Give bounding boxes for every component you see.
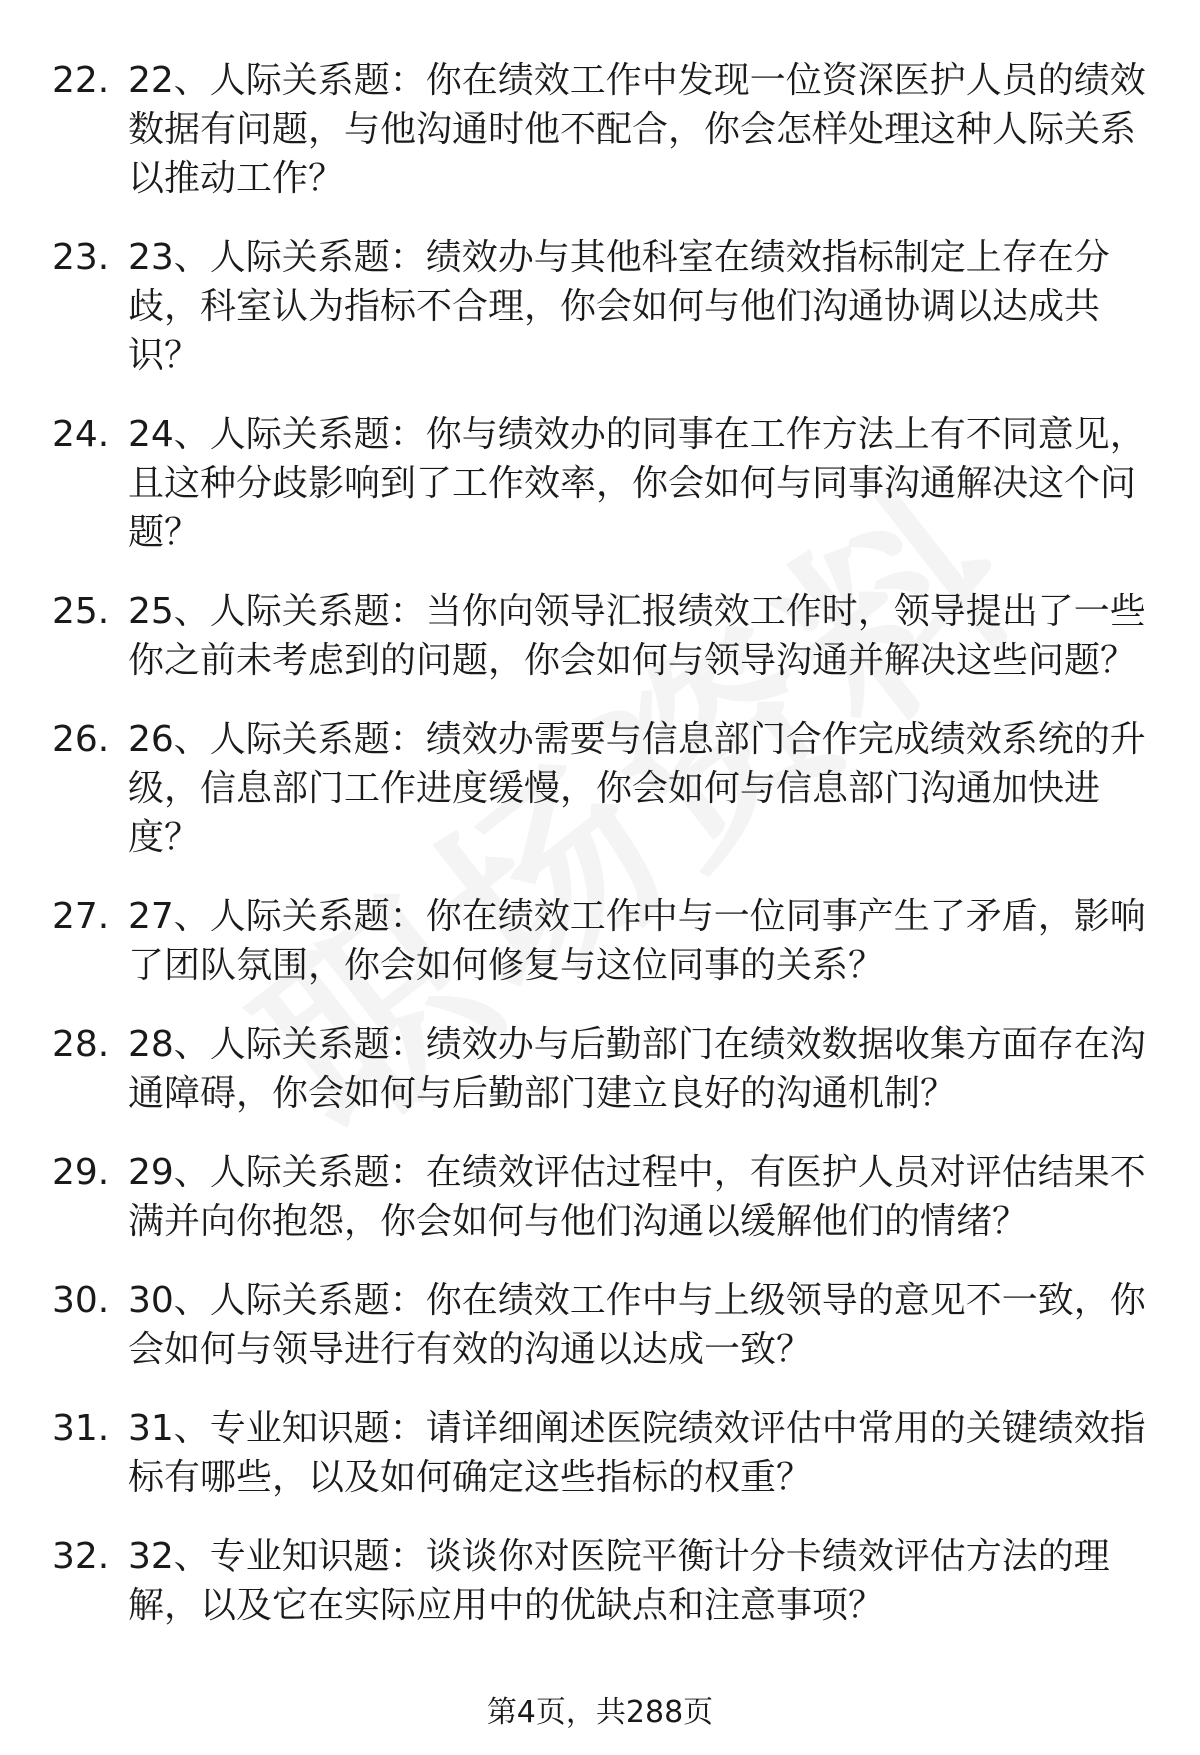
question-number: 32.: [52, 1536, 110, 1577]
question-number: 22.: [52, 60, 110, 101]
question-item-24: [0, 410, 1200, 557]
question-item-27: [0, 892, 1200, 990]
question-text: 29、人际关系题：在绩效评估过程中，有医护人员对评估结果不满并向你抱怨，你会如何与他们沟通以缓解他们的情绪？: [128, 1152, 1146, 1242]
question-item-22: [0, 56, 1200, 203]
question-number: 29.: [52, 1152, 110, 1193]
question-text: 25、人际关系题：当你向领导汇报绩效工作时，领导提出了一些你之前未考虑到的问题，你会如何与领导沟通并解决这些问题？: [128, 591, 1146, 681]
question-item-29: [0, 1148, 1200, 1246]
question-text: 30、人际关系题：你在绩效工作中与上级领导的意见不一致，你会如何与领导进行有效的沟通以达成一致？: [128, 1280, 1146, 1370]
question-item-32: [0, 1532, 1200, 1630]
question-item-25: [0, 587, 1200, 685]
question-item-23: [0, 233, 1200, 380]
question-number: 24.: [52, 414, 110, 455]
question-item-30: [0, 1276, 1200, 1374]
page-footer: 第4页，共288页: [486, 1695, 714, 1730]
question-number: 31.: [52, 1408, 110, 1449]
question-number: 25.: [52, 591, 110, 632]
question-list: [0, 56, 1200, 1660]
question-text: 32、专业知识题：谈谈你对医院平衡计分卡绩效评估方法的理解，以及它在实际应用中的优缺点和注意事项？: [128, 1536, 1110, 1626]
question-text: 27、人际关系题：你在绩效工作中与一位同事产生了矛盾，影响了团队氛围，你会如何修复与这位同事的关系？: [128, 896, 1146, 986]
question-number: 27.: [52, 896, 110, 937]
question-item-26: [0, 715, 1200, 862]
question-number: 23.: [52, 237, 110, 278]
question-text: 31、专业知识题：请详细阐述医院绩效评估中常用的关键绩效指标有哪些，以及如何确定这些指标的权重？: [128, 1408, 1146, 1498]
question-text: 28、人际关系题：绩效办与后勤部门在绩效数据收集方面存在沟通障碍，你会如何与后勤部门建立良好的沟通机制？: [128, 1024, 1146, 1114]
question-number: 28.: [52, 1024, 110, 1065]
question-number: 26.: [52, 719, 110, 760]
question-text: 24、人际关系题：你与绩效办的同事在工作方法上有不同意见，且这种分歧影响到了工作效率，你会如何与同事沟通解决这个问题？: [128, 414, 1146, 553]
question-text: 23、人际关系题：绩效办与其他科室在绩效指标制定上存在分歧，科室认为指标不合理，你会如何与他们沟通协调以达成共识？: [128, 237, 1110, 376]
question-number: 30.: [52, 1280, 110, 1321]
question-item-31: [0, 1404, 1200, 1502]
question-text: 22、人际关系题：你在绩效工作中发现一位资深医护人员的绩效数据有问题，与他沟通时他不配合，你会怎样处理这种人际关系以推动工作？: [128, 60, 1146, 199]
question-text: 26、人际关系题：绩效办需要与信息部门合作完成绩效系统的升级，信息部门工作进度缓慢，你会如何与信息部门沟通加快进度？: [128, 719, 1146, 858]
question-item-28: [0, 1020, 1200, 1118]
